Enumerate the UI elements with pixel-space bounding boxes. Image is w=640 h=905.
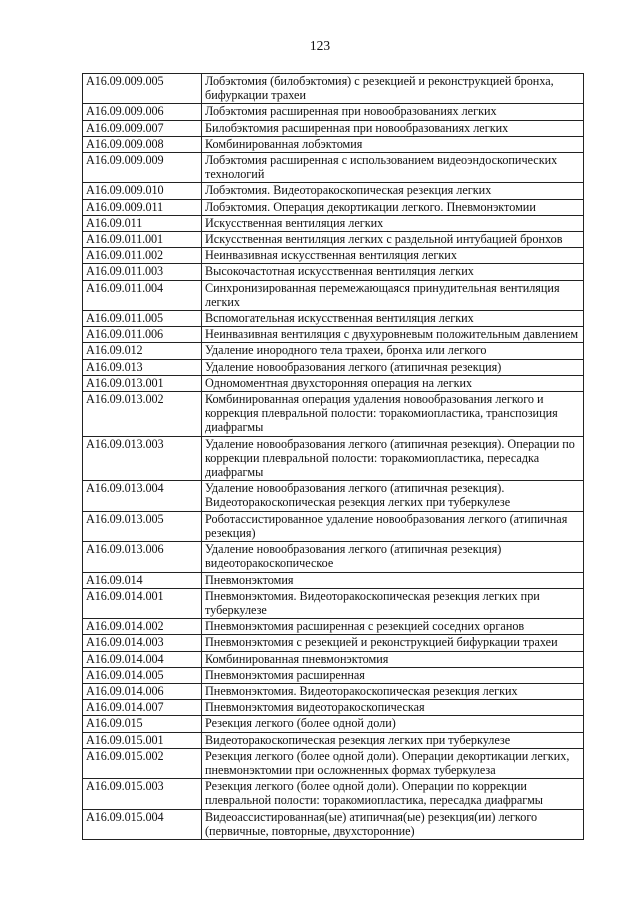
procedure-name: Пневмонэктомия. Видеоторакоскопическая резекция легких при туберкулезе — [202, 588, 584, 618]
procedure-name: Резекция легкого (более одной доли). Операции декортикации легких, пневмонэктомии при осложненных формах туберкулеза — [202, 748, 584, 778]
procedure-name: Комбинированная операция удаления новообразования легкого и коррекция плевральной полости: торакомиопластика, транспозиция диафрагмы — [202, 392, 584, 437]
procedure-name: Удаление новообразования легкого (атипичная резекция). Видеоторакоскопическая резекция легких при туберкулезе — [202, 481, 584, 511]
table-row — [83, 248, 584, 264]
procedure-code: A16.09.015.004 — [83, 809, 202, 839]
table-row — [83, 280, 584, 310]
table-row — [83, 392, 584, 437]
procedure-code: A16.09.009.006 — [83, 104, 202, 120]
procedure-name: Лобэктомия расширенная с использованием видеоэндоскопических технологий — [202, 153, 584, 183]
procedure-code: A16.09.014.005 — [83, 667, 202, 683]
procedure-name: Резекция легкого (более одной доли). Операции по коррекции плевральной полости: торакомиопластика, пересадка диафрагмы — [202, 779, 584, 809]
procedure-code: A16.09.012 — [83, 343, 202, 359]
procedure-code: A16.09.011.005 — [83, 311, 202, 327]
procedure-name: Роботассистированное удаление новообразования легкого (атипичная резекция) — [202, 511, 584, 541]
procedure-codes-table — [82, 73, 584, 840]
table-row — [83, 683, 584, 699]
procedure-code: A16.09.013.001 — [83, 375, 202, 391]
table-row — [83, 232, 584, 248]
page-number: 123 — [309, 38, 331, 53]
procedure-name: Синхронизированная перемежающаяся принудительная вентиляция легких — [202, 280, 584, 310]
procedure-code: A16.09.009.009 — [83, 153, 202, 183]
procedure-name: Лобэктомия расширенная при новообразованиях легких — [202, 104, 584, 120]
procedure-name: Резекция легкого (более одной доли) — [202, 716, 584, 732]
procedure-name: Одномоментная двухсторонняя операция на легких — [202, 375, 584, 391]
procedure-name: Пневмонэктомия. Видеоторакоскопическая резекция легких — [202, 683, 584, 699]
table-row — [83, 588, 584, 618]
table-row — [83, 311, 584, 327]
procedure-name: Билобэктомия расширенная при новообразованиях легких — [202, 120, 584, 136]
table-row — [83, 779, 584, 809]
table-row — [83, 264, 584, 280]
procedure-code: A16.09.011.003 — [83, 264, 202, 280]
procedure-name: Удаление новообразования легкого (атипичная резекция) видеоторакоскопическое — [202, 542, 584, 572]
table-row — [83, 542, 584, 572]
procedure-name: Искусственная вентиляция легких — [202, 215, 584, 231]
procedure-code: A16.09.015 — [83, 716, 202, 732]
procedure-code: A16.09.013.003 — [83, 436, 202, 481]
procedure-name: Искусственная вентиляция легких с раздельной интубацией бронхов — [202, 232, 584, 248]
table-row — [83, 481, 584, 511]
procedure-code: A16.09.013.006 — [83, 542, 202, 572]
procedure-code: A16.09.015.001 — [83, 732, 202, 748]
procedure-code: A16.09.013.002 — [83, 392, 202, 437]
procedure-code: A16.09.014.002 — [83, 619, 202, 635]
table-row — [83, 359, 584, 375]
procedure-name: Удаление новообразования легкого (атипичная резекция) — [202, 359, 584, 375]
table-row — [83, 572, 584, 588]
procedure-code: A16.09.013 — [83, 359, 202, 375]
procedure-name: Пневмонэктомия расширенная с резекцией соседних органов — [202, 619, 584, 635]
procedure-code: A16.09.013.005 — [83, 511, 202, 541]
table-row — [83, 635, 584, 651]
procedure-code: A16.09.009.005 — [83, 74, 202, 104]
procedure-code: A16.09.011.004 — [83, 280, 202, 310]
table-row — [83, 199, 584, 215]
procedure-name: Комбинированная пневмонэктомия — [202, 651, 584, 667]
table-row — [83, 327, 584, 343]
procedure-name: Видеоассистированная(ые) атипичная(ые) резекция(ии) легкого (первичные, повторные, двухсторонние) — [202, 809, 584, 839]
table-row — [83, 343, 584, 359]
procedure-name: Вспомогательная искусственная вентиляция легких — [202, 311, 584, 327]
procedure-code: A16.09.009.011 — [83, 199, 202, 215]
procedure-name: Неинвазивная вентиляция с двухуровневым положительным давлением — [202, 327, 584, 343]
table-row — [83, 215, 584, 231]
procedure-code: A16.09.011.006 — [83, 327, 202, 343]
table-row — [83, 651, 584, 667]
table-row — [83, 732, 584, 748]
procedure-code: A16.09.009.007 — [83, 120, 202, 136]
procedure-name: Лобэктомия. Операция декортикации легкого. Пневмонэктомии — [202, 199, 584, 215]
table-body — [83, 74, 584, 840]
procedure-name: Лобэктомия (билобэктомия) с резекцией и реконструкцией бронха, бифуркации трахеи — [202, 74, 584, 104]
table-row — [83, 136, 584, 152]
table-row — [83, 748, 584, 778]
procedure-name: Видеоторакоскопическая резекция легких при туберкулезе — [202, 732, 584, 748]
procedure-name: Пневмонэктомия видеоторакоскопическая — [202, 700, 584, 716]
procedure-code: A16.09.014.003 — [83, 635, 202, 651]
procedure-name: Неинвазивная искусственная вентиляция легких — [202, 248, 584, 264]
procedure-code: A16.09.015.002 — [83, 748, 202, 778]
procedure-name: Лобэктомия. Видеоторакоскопическая резекция легких — [202, 183, 584, 199]
table-row — [83, 809, 584, 839]
table-row — [83, 74, 584, 104]
table-row — [83, 511, 584, 541]
table-row — [83, 183, 584, 199]
procedure-code: A16.09.013.004 — [83, 481, 202, 511]
procedure-code: A16.09.011.001 — [83, 232, 202, 248]
table-row — [83, 700, 584, 716]
procedure-name: Высокочастотная искусственная вентиляция легких — [202, 264, 584, 280]
procedure-code: A16.09.014.004 — [83, 651, 202, 667]
procedure-code: A16.09.014.006 — [83, 683, 202, 699]
procedure-name: Пневмонэктомия — [202, 572, 584, 588]
procedure-code: A16.09.011.002 — [83, 248, 202, 264]
procedure-name: Комбинированная лобэктомия — [202, 136, 584, 152]
table-row — [83, 375, 584, 391]
procedure-code: A16.09.015.003 — [83, 779, 202, 809]
table-row — [83, 619, 584, 635]
table-row — [83, 667, 584, 683]
table-row — [83, 104, 584, 120]
procedure-code: A16.09.014.001 — [83, 588, 202, 618]
procedure-code: A16.09.009.008 — [83, 136, 202, 152]
procedure-code: A16.09.014 — [83, 572, 202, 588]
table-row — [83, 120, 584, 136]
procedure-code: A16.09.014.007 — [83, 700, 202, 716]
procedure-name: Удаление новообразования легкого (атипичная резекция). Операции по коррекции плевральной полости: торакомиопластика, пересадка диафрагмы — [202, 436, 584, 481]
procedure-name: Удаление инородного тела трахеи, бронха или легкого — [202, 343, 584, 359]
table-row — [83, 153, 584, 183]
procedure-name: Пневмонэктомия с резекцией и реконструкцией бифуркации трахеи — [202, 635, 584, 651]
procedure-name: Пневмонэктомия расширенная — [202, 667, 584, 683]
table-row — [83, 436, 584, 481]
procedure-code: A16.09.011 — [83, 215, 202, 231]
procedure-code: A16.09.009.010 — [83, 183, 202, 199]
table-row — [83, 716, 584, 732]
